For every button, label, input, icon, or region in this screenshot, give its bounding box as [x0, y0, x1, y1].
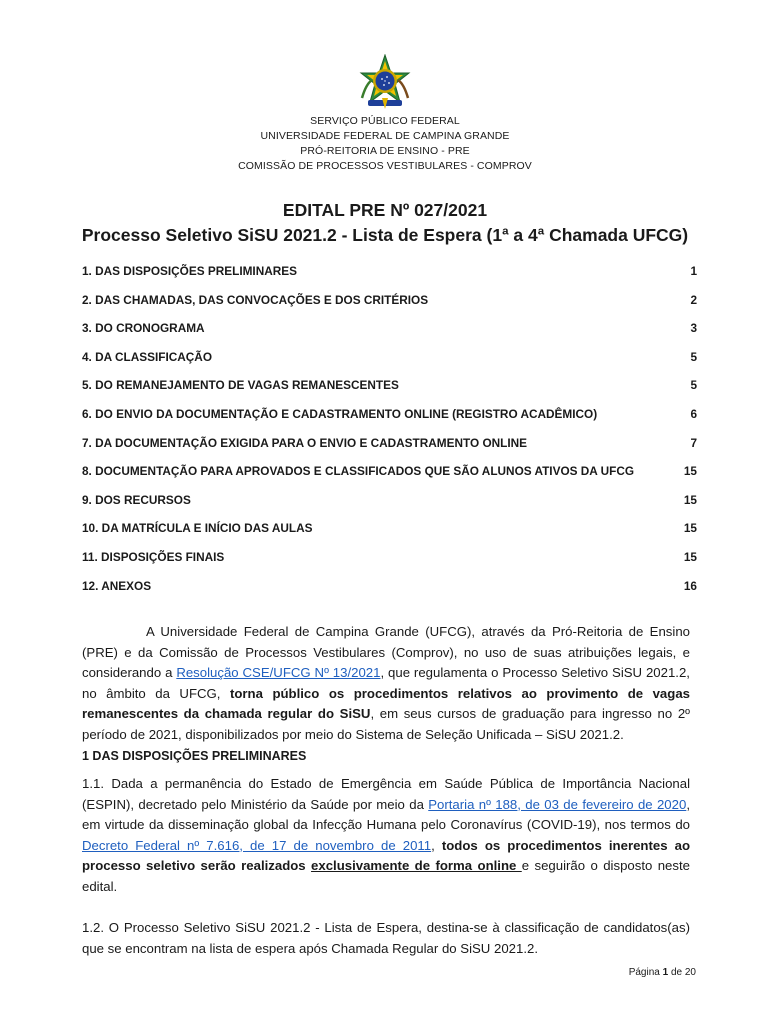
- toc-page: 2: [690, 292, 697, 307]
- toc-entry[interactable]: [82, 321, 697, 350]
- page-number-footer: [629, 967, 696, 978]
- toc-entry[interactable]: [82, 378, 697, 407]
- toc-page: 15: [683, 521, 697, 536]
- clause-1-2: 1.2. O Processo Seletivo SiSU 2021.2 - Lista de Espera, destina-se à classificação de candidatos(as) que se encontram na lista de espera após Chamada Regular do SiSU 2021.2.: [82, 920, 690, 956]
- footer-prefix: Página: [628, 967, 663, 978]
- edital-subtitle: Processo Seletivo SiSU 2021.2 - Lista de Espera (1ª a 4ª Chamada UFCG): [81, 225, 689, 245]
- toc-label: 6. DO ENVIO DA DOCUMENTAÇÃO E CADASTRAMENTO ONLINE (REGISTRO ACADÊMICO): [82, 406, 598, 421]
- brazil-coat-of-arms-icon: [356, 54, 414, 112]
- toc-page: 1: [690, 264, 697, 278]
- intro-text: , que regulamenta o Processo Seletivo SiSU 2021.2, no âmbito da UFCG,: [82, 665, 690, 701]
- toc-label: 12. ANEXOS: [82, 578, 152, 593]
- toc-entry[interactable]: [82, 493, 697, 522]
- toc-label: 1. DAS DISPOSIÇÕES PRELIMINARES: [82, 264, 298, 278]
- toc-entry[interactable]: [82, 293, 697, 322]
- toc-label: 8. DOCUMENTAÇÃO PARA APROVADOS E CLASSIFICADOS QUE SÃO ALUNOS ATIVOS DA UFCG: [82, 464, 635, 479]
- intro-paragraph: [82, 622, 690, 745]
- footer-middle: de: [668, 967, 685, 978]
- toc-label: 10. DA MATRÍCULA E INÍCIO DAS AULAS: [82, 521, 313, 536]
- toc-page: 7: [690, 435, 697, 450]
- clause-bold-underline-text: exclusivamente de forma online: [311, 858, 522, 873]
- toc-page: 15: [683, 549, 697, 564]
- toc-entry[interactable]: [82, 521, 697, 550]
- footer-total-pages: 20: [684, 967, 696, 978]
- clause-1-1: [82, 774, 690, 897]
- toc-page: 15: [683, 464, 697, 479]
- section-heading: 1 DAS DISPOSIÇÕES PRELIMINARES: [82, 749, 307, 763]
- toc-page: 15: [683, 492, 697, 507]
- toc-entry[interactable]: [82, 350, 697, 379]
- intro-bold-text: torna público os procedimentos relativos ao provimento de vagas remanescentes da chamada regular do SiSU: [82, 685, 690, 721]
- toc-label: 2. DAS CHAMADAS, DAS CONVOCAÇÕES E DOS CRITÉRIOS: [82, 292, 429, 307]
- toc-entry[interactable]: [82, 464, 697, 493]
- toc-label: 5. DO REMANEJAMENTO DE VAGAS REMANESCENTES: [82, 378, 399, 393]
- toc-page: 3: [690, 321, 697, 336]
- toc-entry[interactable]: [82, 550, 697, 579]
- clause-text: , em virtude da disseminação global da Infecção Humana pelo Coronavírus (COVID-19), nos termos do: [82, 796, 690, 832]
- clause-text: ,: [431, 837, 442, 853]
- toc-entry[interactable]: [82, 407, 697, 436]
- toc-entry[interactable]: [82, 436, 697, 465]
- toc-page: 5: [690, 349, 697, 364]
- table-of-contents: [82, 264, 697, 607]
- header-line: UNIVERSIDADE FEDERAL DE CAMPINA GRANDE: [260, 130, 510, 142]
- toc-page: 6: [690, 406, 697, 421]
- header-line: PRÓ-REITORIA DE ENSINO - PRE: [300, 145, 470, 157]
- header-line: SERVIÇO PÚBLICO FEDERAL: [310, 115, 460, 127]
- portaria-link[interactable]: Portaria nº 188, de 03 de fevereiro de 2020: [428, 796, 687, 812]
- toc-page: 16: [683, 578, 697, 593]
- clause-text: 1.1. Dada a permanência do Estado de Emergência em Saúde Pública de Importância Nacional (ESPIN), decretado pelo Ministério da Saúde por meio da: [82, 776, 690, 812]
- toc-label: 11. DISPOSIÇÕES FINAIS: [82, 549, 225, 564]
- toc-page: 5: [690, 378, 697, 393]
- toc-entry[interactable]: [82, 579, 697, 608]
- institution-header: [0, 114, 770, 174]
- decreto-link[interactable]: Decreto Federal nº 7.616, de 17 de novembro de 2011: [82, 837, 432, 853]
- edital-title: EDITAL PRE Nº 027/2021: [282, 200, 488, 220]
- toc-label: 4. DA CLASSIFICAÇÃO: [82, 349, 212, 364]
- toc-label: 7. DA DOCUMENTAÇÃO EXIGIDA PARA O ENVIO E CADASTRAMENTO ONLINE: [82, 435, 528, 450]
- toc-label: 9. DOS RECURSOS: [82, 492, 191, 507]
- toc-label: 3. DO CRONOGRAMA: [82, 321, 205, 336]
- intro-text: , em seus cursos de graduação para ingresso no 2º período de 2021, disponibilizados por meio do Sistema de Seleção Unificada – SiSU 2021.2.: [82, 706, 690, 742]
- toc-entry[interactable]: [82, 264, 697, 293]
- clause-bold-text: todos os procedimentos inerentes ao processo seletivo serão realizados: [82, 837, 690, 873]
- resolution-link[interactable]: Resolução CSE/UFCG Nº 13/2021: [176, 665, 381, 680]
- clause-text: e seguirão o disposto neste edital.: [82, 858, 690, 894]
- footer-current-page: 1: [662, 967, 669, 978]
- intro-text: A Universidade Federal de Campina Grande (UFCG), através da Pró-Reitoria de Ensino (PRE) e da Comissão de Processos Vestibulares (Comprov), no uso de suas atribuições legais, e considerando a: [82, 624, 690, 680]
- header-line: COMISSÃO DE PROCESSOS VESTIBULARES - COMPROV: [238, 160, 532, 172]
